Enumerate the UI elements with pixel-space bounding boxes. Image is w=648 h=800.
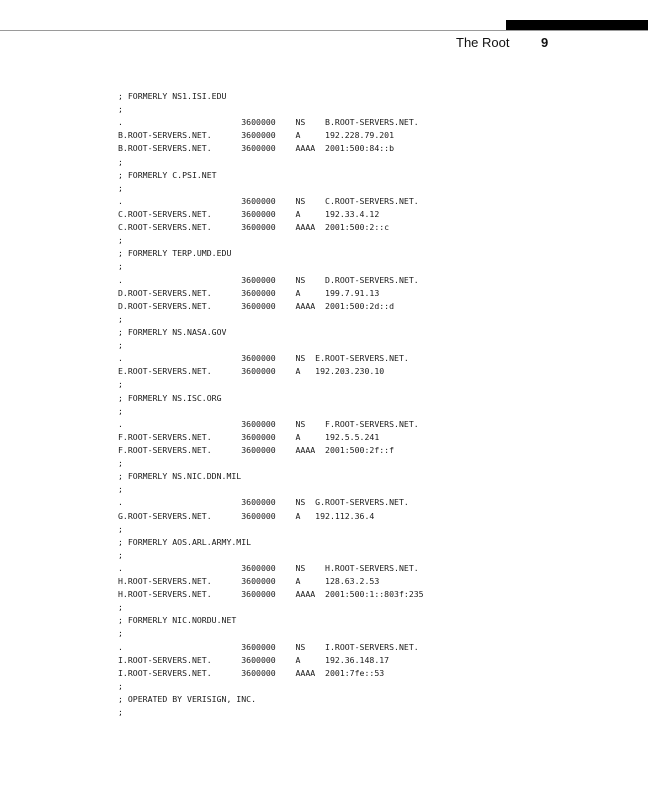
header-tab-bar [506,20,648,30]
zone-line: ; [118,628,123,639]
zone-line: ; [118,156,123,167]
zone-line: D.ROOT-SERVERS.NET. 3600000 A 199.7.91.13 [118,287,380,298]
zone-line: F.ROOT-SERVERS.NET. 3600000 AAAA 2001:500:2f::f [118,444,395,455]
zone-line: H.ROOT-SERVERS.NET. 3600000 A 128.63.2.53 [118,576,380,587]
zone-line: ; [118,104,123,115]
page-number: 9 [541,35,549,50]
zone-line: ; [118,313,123,324]
zone-line: B.ROOT-SERVERS.NET. 3600000 A 192.228.79.201 [118,130,395,141]
zone-line: ; FORMERLY NS.ISC.ORG [118,392,222,403]
zone-line: C.ROOT-SERVERS.NET. 3600000 A 192.33.4.12 [118,208,380,219]
zone-line: ; [118,340,123,351]
zone-line: ; [118,707,123,718]
zone-line: . 3600000 NS G.ROOT-SERVERS.NET. [118,497,409,508]
zone-line: ; [118,458,123,469]
zone-line: ; FORMERLY NS.NASA.GOV [118,326,227,337]
zone-line: B.ROOT-SERVERS.NET. 3600000 AAAA 2001:500:84::b [118,143,395,154]
zone-line: G.ROOT-SERVERS.NET. 3600000 A 192.112.36.4 [118,510,375,521]
zone-line: D.ROOT-SERVERS.NET. 3600000 AAAA 2001:500:2d::d [118,300,395,311]
zone-line: . 3600000 NS I.ROOT-SERVERS.NET. [118,641,419,652]
zone-line: ; [118,379,123,390]
zone-line: ; FORMERLY NIC.NORDU.NET [118,615,237,626]
zone-line: ; [118,261,123,272]
zone-line: ; [118,484,123,495]
zone-line: ; [118,182,123,193]
zone-line: ; FORMERLY TERP.UMD.EDU [118,248,232,259]
zone-line: . 3600000 NS C.ROOT-SERVERS.NET. [118,195,419,206]
zone-line: ; FORMERLY NS1.ISI.EDU [118,91,227,101]
zone-line: ; OPERATED BY VERISIGN, INC. [118,694,257,705]
zone-line: ; [118,523,123,534]
zone-line: ; [118,405,123,416]
zone-line: F.ROOT-SERVERS.NET. 3600000 A 192.5.5.241 [118,431,380,442]
zone-line: ; [118,549,123,560]
zone-line: ; [118,235,123,246]
zone-line: I.ROOT-SERVERS.NET. 3600000 AAAA 2001:7fe::53 [118,667,385,678]
zone-line: I.ROOT-SERVERS.NET. 3600000 A 192.36.148.17 [118,654,390,665]
zone-line: E.ROOT-SERVERS.NET. 3600000 A 192.203.230.10 [118,366,385,377]
zone-line: . 3600000 NS H.ROOT-SERVERS.NET. [118,562,419,573]
zone-line: H.ROOT-SERVERS.NET. 3600000 AAAA 2001:500:1::803f:235 [118,589,424,600]
zone-line: . 3600000 NS E.ROOT-SERVERS.NET. [118,353,409,364]
zone-line: ; FORMERLY NS.NIC.DDN.MIL [118,471,242,482]
zone-line: . 3600000 NS F.ROOT-SERVERS.NET. [118,418,419,429]
zone-line: ; FORMERLY AOS.ARL.ARMY.MIL [118,536,252,547]
zone-line: ; [118,680,123,691]
zone-line: ; [118,602,123,613]
zone-line: ; FORMERLY C.PSI.NET [118,169,217,180]
zone-line: . 3600000 NS B.ROOT-SERVERS.NET. [118,117,419,128]
zone-line: . 3600000 NS D.ROOT-SERVERS.NET. [118,274,419,285]
zone-line: C.ROOT-SERVERS.NET. 3600000 AAAA 2001:500:2::c [118,222,390,233]
header-rule [0,30,648,31]
running-title: The Root [456,35,510,50]
zone-file-listing [118,90,618,719]
